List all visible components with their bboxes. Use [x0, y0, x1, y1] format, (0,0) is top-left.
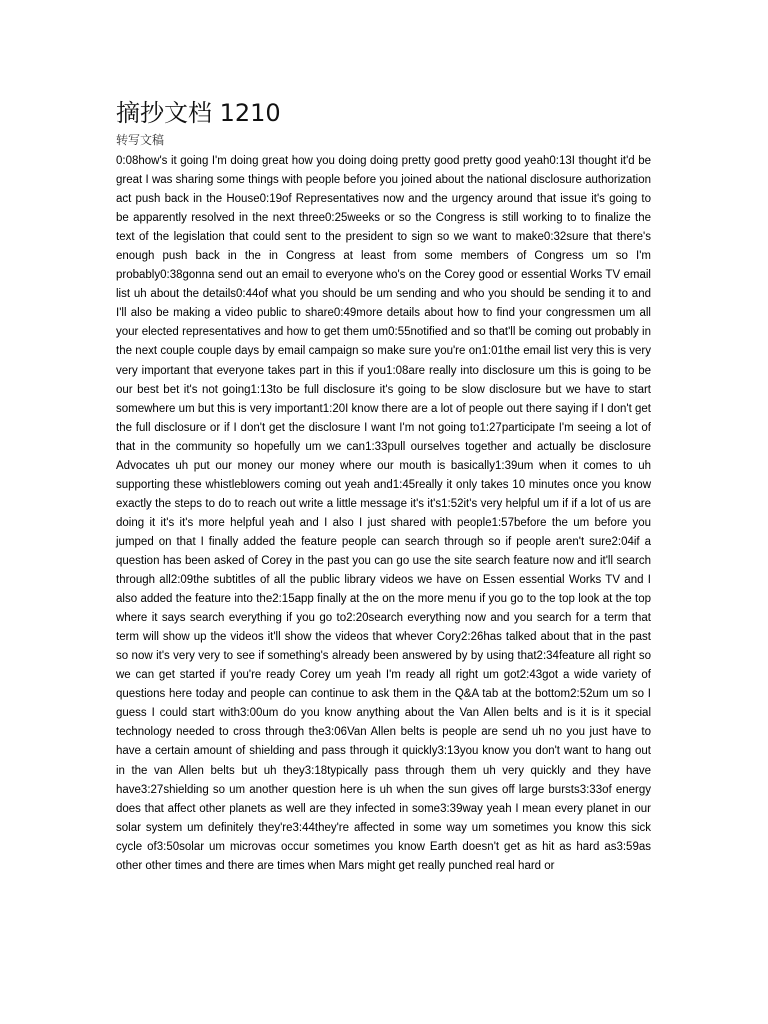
- transcript-body: 0:08how's it going I'm doing great how you doing doing pretty good pretty good yeah0:13I thought it'd be great I was sharing some things with people before you joined about the national disclosure authorization act push back in the House0:19of Representatives now and the urgency around that issue it's going to be apparently resolved in the next three0:25weeks or so the Congress is still working to to finalize the text of the legislation that could sent to the president to sign so we want to make0:32sure that there's enough push back in the in Congress at least from some members of Congress um so I'm probably0:38gonna send out an email to everyone who's on the Corey good or essential Works TV email list uh about the details0:44of what you should be um sending and who you should be sending it to and I'll also be making a video public to share0:49more details about how to find your congressmen um all your elected representatives and how to get them um0:55notified and so that'll be coming out probably in the next couple couple days by email campaign so make sure you're on1:01the email list very this is very very important that everyone takes part in this if you1:08are really into disclosure um this is going to be our best bet it's not going1:13to be full disclosure it's going to be slow disclosure but we have to start somewhere um but this is very important1:20I know there are a lot of people out there saying if I don't get the full disclosure or if I don't get the disclosure I want I'm not going to1:27participate I'm seeing a lot of that in the community so hopefully um we can1:33pull ourselves together and actually be disclosure Advocates uh put our money our money where our mouth is basically1:39um when it comes to uh supporting these whistleblowers coming out yeah and1:45really it only takes 10 minutes once you know exactly the steps to do to reach out write a little message it's it's1:52it's very helpful um if if a lot of us are doing it it's it's more helpful yeah and I also I just shared with people1:57before the um before you jumped on that I finally added the feature people can search through so if people aren't sure2:04if a question has been asked of Corey in the past you can go use the site search feature now and it'll search through all2:09the subtitles of all the public library videos we have on Essen essential Works TV and I also added the feature into the2:15app finally at the on the more menu if you go to the top look at the top where it says search everything if you go to2:20search everything now and you search for a term that term will show up the videos it'll show the videos that whever Cory2:26has talked about that in the past so now it's very very to see if something's already been answered by by using that2:34feature all right so we can get started if you're ready Corey um yeah I'm ready all right um got2:43got a wide variety of questions here today and people can continue to ask them in the Q&A tab at the bottom2:52um um so I guess I could start with3:00um do you know anything about the Van Allen belts and is it is it special technology needed to cross through the3:06Van Allen belts is people are send uh no you just have to have a certain amount of shielding and pass through it quickly3:13you know you don't want to hang out in the van Allen belts but uh they3:18typically pass through them uh very quickly and they have have3:27shielding so um another question here is uh when the sun gives off large bursts3:33of energy does that affect other planets as well are they infected in some3:39way yeah I mean every planet in our solar system um definitely they're3:44they're affected in some way um sometimes you know this sick cycle of3:50solar um microvas occur sometimes you know Earth doesn't get as hit as hard as3:59as other other times and there are times when Mars might get really punched real hard or: [116, 155, 651, 872]
- document-page: [116, 96, 651, 876]
- document-title: 摘抄文档 1210: [116, 99, 281, 127]
- document-subtitle: 转写文稿: [116, 133, 165, 147]
